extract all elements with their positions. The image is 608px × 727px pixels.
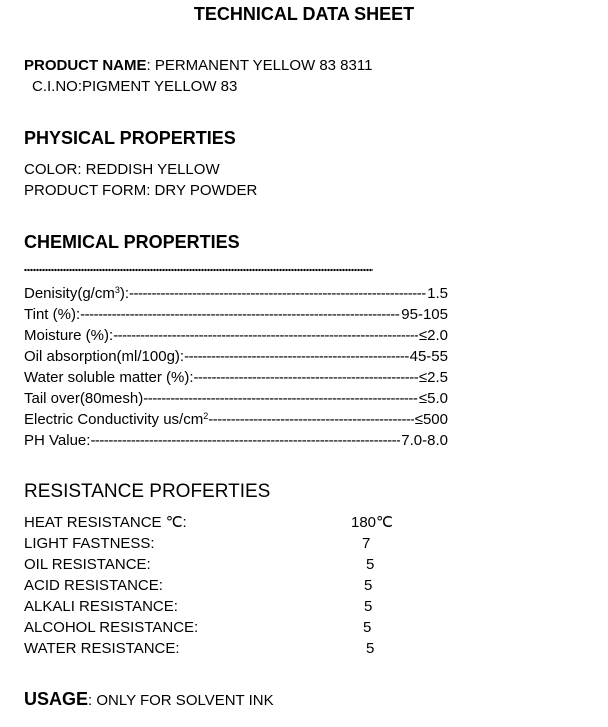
product-name-label: PRODUCT NAME bbox=[24, 57, 147, 74]
chemical-row-label bbox=[24, 348, 184, 366]
chemical-row-label bbox=[24, 285, 129, 303]
chemical-label-text: Water soluble matter (%): bbox=[24, 369, 194, 386]
dotted-divider bbox=[24, 268, 373, 272]
chemical-heading: CHEMICAL PROPERTIES bbox=[24, 232, 240, 252]
resistance-row-value: 7 bbox=[362, 535, 371, 552]
chemical-row-label bbox=[24, 411, 208, 429]
resistance-row-label: ACID RESISTANCE: bbox=[24, 577, 163, 594]
chemical-label-text: Denisity(g/cm bbox=[24, 285, 115, 302]
chemical-label-text: PH Value: bbox=[24, 432, 91, 449]
ci-number: C.I.NO:PIGMENT YELLOW 83 bbox=[32, 78, 238, 95]
chemical-row bbox=[24, 369, 448, 387]
product-name-value: : PERMANENT YELLOW 83 8311 bbox=[146, 57, 373, 74]
resistance-row-value: 5 bbox=[366, 556, 375, 573]
physical-color: COLOR: REDDISH YELLOW bbox=[24, 161, 220, 178]
resistance-row-label: WATER RESISTANCE: bbox=[24, 640, 180, 657]
resistance-row-label: ALKALI RESISTANCE: bbox=[24, 598, 178, 615]
chemical-row bbox=[24, 285, 448, 303]
resistance-row-label: OIL RESISTANCE: bbox=[24, 556, 151, 573]
resistance-row-value: 5 bbox=[364, 577, 373, 594]
chemical-label-text: Oil absorption(ml/100g): bbox=[24, 348, 185, 365]
resistance-row-label: HEAT RESISTANCE ℃: bbox=[24, 514, 187, 531]
resistance-row-value: 5 bbox=[363, 619, 372, 636]
chemical-row-label bbox=[24, 432, 90, 450]
chemical-row-value: 45-55 bbox=[409, 348, 448, 365]
dash-leader bbox=[90, 432, 400, 450]
chemical-label-text: Tail over(80mesh) bbox=[24, 390, 144, 407]
chemical-row-label bbox=[24, 390, 143, 408]
resistance-row-label: LIGHT FASTNESS: bbox=[24, 535, 155, 552]
chemical-row-value: ≤5.0 bbox=[418, 390, 448, 407]
resistance-row-label: ALCOHOL RESISTANCE: bbox=[24, 619, 199, 636]
chemical-row-label bbox=[24, 327, 113, 345]
usage-line bbox=[24, 689, 274, 710]
usage-label: USAGE bbox=[24, 689, 89, 709]
physical-form: PRODUCT FORM: DRY POWDER bbox=[24, 182, 258, 199]
chemical-row bbox=[24, 390, 448, 408]
product-name-line bbox=[24, 57, 372, 75]
dash-leader bbox=[184, 348, 409, 366]
resistance-row-value: 5 bbox=[364, 598, 373, 615]
chemical-row bbox=[24, 411, 448, 429]
dash-leader bbox=[208, 411, 414, 429]
chemical-row-value: ≤500 bbox=[414, 411, 448, 428]
document-title: TECHNICAL DATA SHEET bbox=[193, 4, 415, 24]
dash-leader bbox=[194, 369, 418, 387]
chemical-row bbox=[24, 432, 448, 450]
chemical-row bbox=[24, 348, 448, 366]
chemical-label-suffix: ): bbox=[119, 285, 130, 302]
resistance-heading: RESISTANCE PROFERTIES bbox=[24, 481, 271, 502]
chemical-label-superscript: 2 bbox=[203, 411, 209, 421]
chemical-row-value: ≤2.0 bbox=[418, 327, 448, 344]
chemical-row-value: ≤2.5 bbox=[418, 369, 448, 386]
chemical-row bbox=[24, 306, 448, 324]
usage-value: : ONLY FOR SOLVENT INK bbox=[88, 692, 274, 709]
chemical-row-value: 7.0-8.0 bbox=[401, 432, 448, 449]
chemical-row bbox=[24, 327, 448, 345]
resistance-row-value: 5 bbox=[366, 640, 375, 657]
chemical-row-label bbox=[24, 306, 80, 324]
chemical-label-text: Moisture (%): bbox=[24, 327, 114, 344]
dash-leader bbox=[80, 306, 400, 324]
chemical-row-value: 95-105 bbox=[401, 306, 448, 323]
chemical-row-value: 1.5 bbox=[427, 285, 448, 302]
resistance-row-value: 180℃ bbox=[351, 514, 393, 531]
chemical-row-label bbox=[24, 369, 194, 387]
chemical-label-superscript: 3 bbox=[114, 285, 120, 295]
chemical-label-text: Electric Conductivity us/cm bbox=[24, 411, 204, 428]
dash-leader bbox=[113, 327, 418, 345]
dash-leader bbox=[129, 285, 426, 303]
dash-leader bbox=[143, 390, 418, 408]
chemical-label-text: Tint (%): bbox=[24, 306, 81, 323]
physical-heading: PHYSICAL PROPERTIES bbox=[24, 128, 236, 148]
